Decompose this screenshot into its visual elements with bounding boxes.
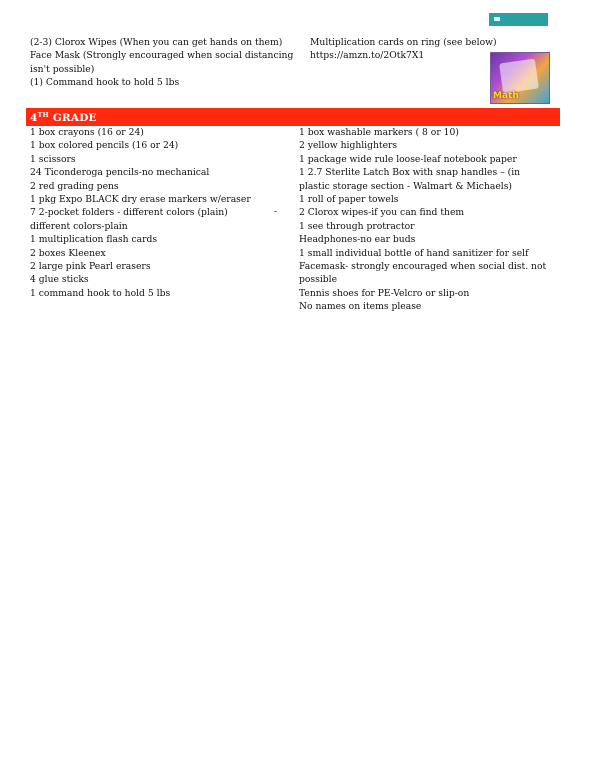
section-title xyxy=(30,111,97,124)
header-banner-image xyxy=(489,13,548,26)
list-item: Multiplication cards on ring (see below) xyxy=(310,37,497,48)
list-item: 1 small individual bottle of hand sanitizer for self xyxy=(299,247,529,259)
top-left-list xyxy=(30,36,300,90)
list-item: 1 box colored pencils (16 or 24) xyxy=(30,140,179,152)
product-image-label: Math xyxy=(493,91,519,101)
list-item: 1 pkg Expo BLACK dry erase markers w/eraser xyxy=(30,194,251,206)
list-item: 1 roll of paper towels xyxy=(299,194,399,206)
list-item: Headphones-no ear buds xyxy=(299,234,416,246)
list-item: 1 2.7 Sterlite Latch Box with snap handles – (in plastic storage section - Walmart & Michaels) xyxy=(299,167,521,192)
list-item: 1 see through protractor xyxy=(299,220,415,232)
list-item: 7 2-pocket folders - different colors (plain) xyxy=(30,207,228,219)
grade-suffix: TH xyxy=(37,111,49,119)
list-item: different colors-plain xyxy=(30,220,128,232)
list-item: No names on items please xyxy=(299,301,422,313)
list-item: 2 boxes Kleenex xyxy=(30,247,106,259)
list-item: 1 scissors xyxy=(30,153,76,165)
list-item: Tennis shoes for PE-Velcro or slip-on xyxy=(299,287,470,299)
top-right-list xyxy=(310,36,510,63)
grade-number: 4 xyxy=(30,112,38,124)
list-item: 1 box crayons (16 or 24) xyxy=(30,127,144,138)
stray-dash: - xyxy=(274,206,278,217)
right-supply-list xyxy=(299,126,549,314)
list-item: 1 command hook to hold 5 lbs xyxy=(30,287,171,299)
list-item: (2-3) Clorox Wipes (When you can get hands on them) xyxy=(30,37,283,48)
grade-word: GRADE xyxy=(52,112,97,124)
amazon-link[interactable]: https://amzn.to/2Otk7X1 xyxy=(310,50,425,62)
math-cards-product-image xyxy=(490,52,550,104)
list-item: 2 Clorox wipes-if you can find them xyxy=(299,207,465,219)
grade-section-header xyxy=(26,108,560,126)
list-item: Facemask- strongly encouraged when social dist. not possible xyxy=(299,261,547,286)
list-item: 2 yellow highlighters xyxy=(299,140,398,152)
list-item: (1) Command hook to hold 5 lbs xyxy=(30,77,180,89)
list-item: 4 glue sticks xyxy=(30,274,89,286)
list-item: 1 box washable markers ( 8 or 10) xyxy=(299,127,459,138)
list-item: Face Mask (Strongly encouraged when social distancing isn't possible) xyxy=(30,50,294,75)
list-item: 1 multiplication flash cards xyxy=(30,234,158,246)
banner-icon xyxy=(494,17,500,21)
list-item: 24 Ticonderoga pencils-no mechanical xyxy=(30,167,210,179)
left-supply-list xyxy=(30,126,295,300)
product-image-card xyxy=(499,59,539,94)
list-item: 1 package wide rule loose-leaf notebook paper xyxy=(299,153,517,165)
list-item: 2 large pink Pearl erasers xyxy=(30,261,151,273)
list-item: 2 red grading pens xyxy=(30,180,119,192)
